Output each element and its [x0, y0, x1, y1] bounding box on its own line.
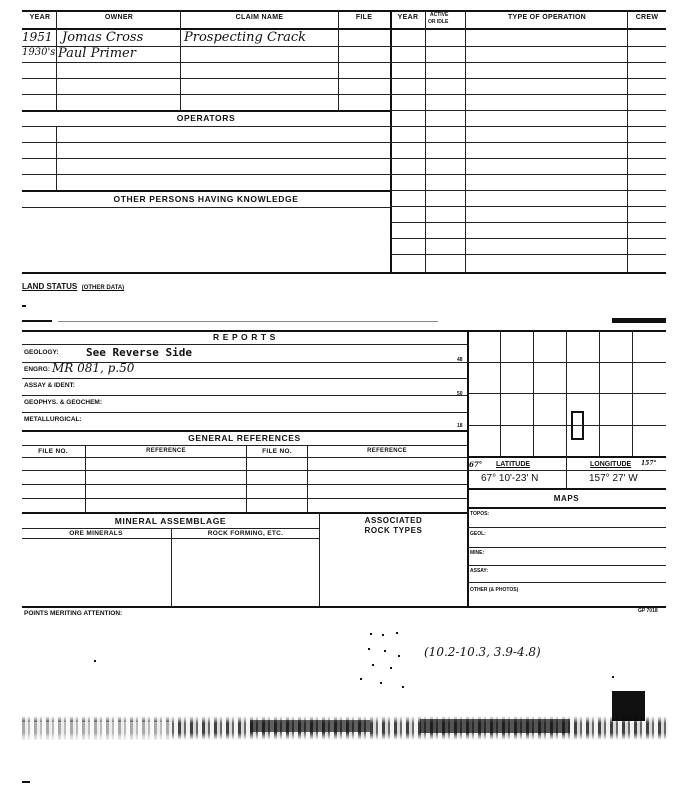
metallurgical-label: METALLURGICAL: [24, 416, 82, 423]
margin-50: 50 [457, 391, 463, 397]
longitude-mark: 157° [641, 460, 657, 467]
header-file: FILE [355, 14, 373, 21]
owner-row-1-claim: Prospecting Crack [184, 30, 307, 45]
ore-minerals-heading: ORE MINERALS [69, 530, 123, 537]
longitude-label: LONGITUDE [590, 461, 632, 468]
header-claim-name: CLAIM NAME [235, 14, 284, 21]
owner-row-1-year: 1951 [22, 30, 53, 44]
assay-label: ASSAY & IDENT: [24, 382, 75, 389]
form-number: GP 7018 [638, 608, 658, 614]
geology-value: See Reverse Side [86, 346, 192, 359]
header-type-of-operation: TYPE OF OPERATION [507, 14, 587, 21]
ref-file-no-1: FILE NO. [38, 448, 68, 455]
margin-18: 18 [457, 423, 463, 429]
header-crew: CREW [635, 14, 659, 21]
maps-other: OTHER (& PHOTOS) [470, 587, 519, 593]
owner-row-2-year: 1930's [22, 47, 56, 58]
latitude-value: 67° 10'-23' N [481, 473, 539, 484]
handwritten-note: (10.2-10.3, 3.9-4.8) [424, 645, 541, 659]
margin-48: 48 [457, 357, 463, 363]
maps-assay: ASSAY: [470, 568, 489, 574]
longitude-value: 157° 27' W [589, 473, 638, 484]
engrg-value: MR 081, p.50 [52, 361, 135, 375]
mineral-assemblage-heading: MINERAL ASSEMBLAGE [114, 516, 227, 526]
geophys-label: GEOPHYS. & GEOCHEM: [24, 399, 103, 406]
associated-rock-types-2: ROCK TYPES [364, 526, 423, 535]
ref-reference-1: REFERENCE [146, 448, 186, 454]
general-references-heading: GENERAL REFERENCES [188, 433, 301, 443]
header-year: YEAR [29, 14, 51, 21]
header-owner: OWNER [104, 14, 134, 21]
operators-heading: OPERATORS [176, 113, 236, 123]
rock-forming-heading: ROCK FORMING, ETC. [207, 530, 284, 537]
associated-rock-types-1: ASSOCIATED [364, 516, 423, 525]
latitude-mark: 67° [469, 460, 483, 469]
land-status-label: LAND STATUS [22, 282, 78, 291]
ref-reference-2: REFERENCE [367, 448, 407, 454]
maps-heading: MAPS [553, 494, 580, 503]
location-mark [571, 411, 584, 440]
header-or-idle: OR IDLE [428, 19, 449, 25]
land-status-note: (OTHER DATA) [81, 285, 125, 291]
geology-label: GEOLOGY: [24, 349, 59, 356]
owner-row-1-owner: Jomas Cross [62, 30, 144, 45]
ref-file-no-2: FILE NO. [262, 448, 292, 455]
header-active: ACTIVE [430, 12, 449, 18]
header-year-2: YEAR [397, 14, 419, 21]
latitude-label: LATITUDE [496, 461, 531, 468]
maps-geol: GEOL: [470, 531, 486, 537]
points-meriting-attention: POINTS MERITING ATTENTION: [24, 610, 123, 617]
other-persons-heading: OTHER PERSONS HAVING KNOWLEDGE [113, 194, 299, 204]
engrg-label: ENGRG: [24, 366, 50, 373]
reports-heading: R E P O R T S [213, 332, 276, 342]
maps-topos: TOPOS: [470, 511, 490, 517]
owner-row-2-owner: Paul Primer [58, 46, 136, 61]
maps-mine: MINE: [470, 550, 485, 556]
